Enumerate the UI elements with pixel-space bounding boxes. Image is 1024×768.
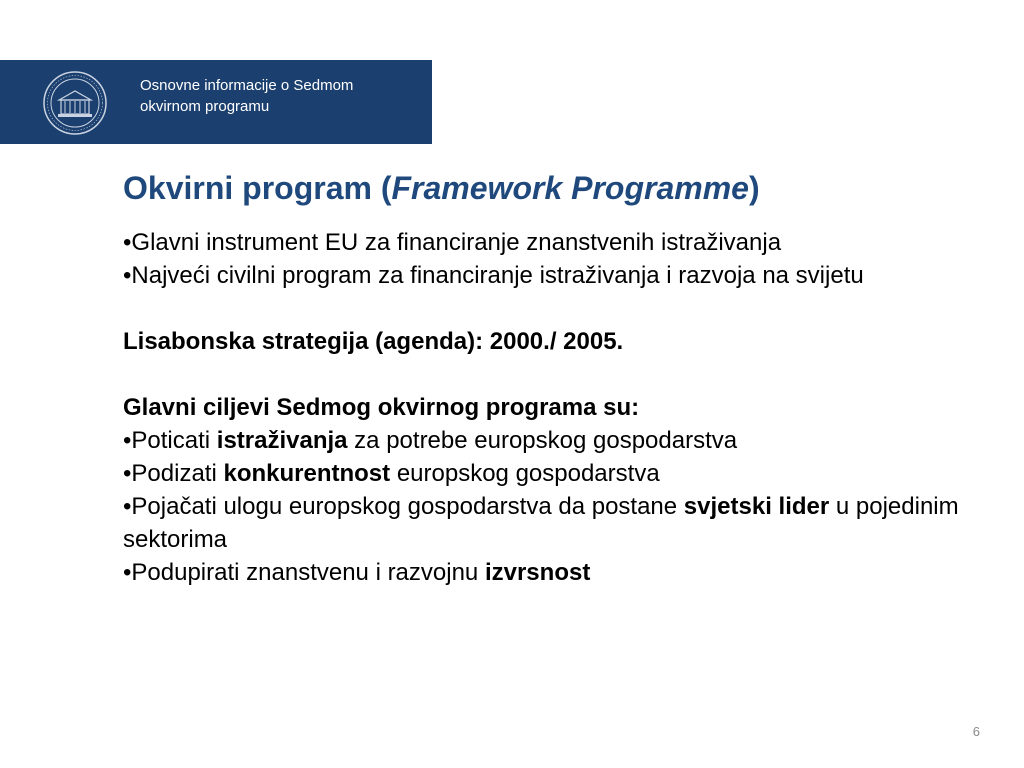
bullet-glyph: • xyxy=(123,427,132,454)
goal-bullet xyxy=(123,457,973,490)
goal-text-after: europskog gospodarstva xyxy=(390,460,660,487)
lisbon-heading-text: Lisabonska strategija (agenda): 2000./ 2005. xyxy=(123,328,624,355)
header-band xyxy=(0,60,432,144)
goal-text: Poticati xyxy=(131,427,217,454)
bullet-text: Glavni instrument EU za financiranje znanstvenih istraživanja xyxy=(131,229,782,256)
bullet-glyph: • xyxy=(123,493,132,520)
spacer xyxy=(123,292,973,325)
university-seal-icon xyxy=(42,70,108,136)
slide-content xyxy=(123,226,973,589)
bullet-glyph: • xyxy=(123,229,132,256)
slide-title-suffix: ) xyxy=(748,170,760,206)
header-title xyxy=(140,75,425,117)
intro-bullet xyxy=(123,226,973,259)
goal-text-after: za potrebe europskog gospodarstva xyxy=(347,427,738,454)
goal-emphasis: svjetski lider xyxy=(683,493,830,520)
slide-title xyxy=(123,166,760,210)
goal-emphasis: izvrsnost xyxy=(484,559,591,586)
goals-heading xyxy=(123,391,973,424)
header-title-line1: Osnovne informacije o Sedmom xyxy=(140,77,354,94)
goal-text-after: u pojedinim sektorima xyxy=(123,493,959,553)
goal-text: Pojačati ulogu europskog gospodarstva da postane xyxy=(131,493,684,520)
goal-text: Podizati xyxy=(131,460,224,487)
intro-bullet xyxy=(123,259,973,292)
goal-emphasis: istraživanja xyxy=(216,427,348,454)
goal-bullet xyxy=(123,490,973,556)
slide-title-prefix: Okvirni program ( xyxy=(123,170,392,206)
bullet-glyph: • xyxy=(123,559,132,586)
lisbon-heading xyxy=(123,325,973,358)
goal-emphasis: konkurentnost xyxy=(223,460,391,487)
goal-bullet xyxy=(123,556,973,589)
spacer xyxy=(123,358,973,391)
slide-title-italic: Framework Programme xyxy=(391,170,749,206)
bullet-text: Najveći civilni program za financiranje istraživanja i razvoja na svijetu xyxy=(131,262,864,289)
header-title-line2: okvirnom programu xyxy=(140,98,270,115)
goals-heading-text: Glavni ciljevi Sedmog okvirnog programa su: xyxy=(123,394,640,421)
goal-bullet xyxy=(123,424,973,457)
page-number: 6 xyxy=(972,724,980,739)
bullet-glyph: • xyxy=(123,460,132,487)
bullet-glyph: • xyxy=(123,262,132,289)
goal-text: Podupirati znanstvenu i razvojnu xyxy=(131,559,485,586)
